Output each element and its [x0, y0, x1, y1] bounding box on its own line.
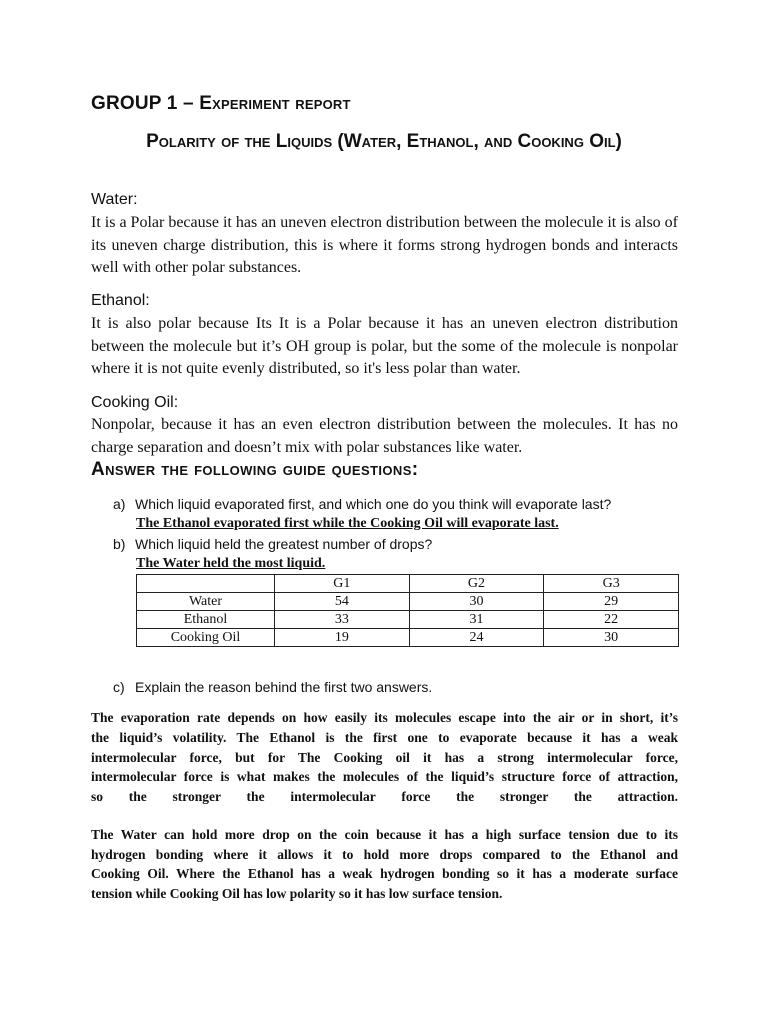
explanation-paragraph-1-line-5: so the stronger the intermolecular force the stronger the attraction.	[91, 789, 678, 804]
question-text: Which liquid evaporated first, and which one do you think will evaporate last?	[135, 496, 612, 512]
table-header-cell: G1	[275, 575, 410, 593]
section-label-cooking-oil: Cooking Oil:	[91, 394, 179, 411]
table-cell: 30	[544, 629, 679, 647]
table-row	[137, 629, 679, 647]
drops-table	[136, 574, 679, 647]
table-cell: 33	[275, 611, 410, 629]
section-text-water: It is a Polar because it has an uneven electron distribution between the molecule it is also of its uneven charge distribution, this is where it forms strong hydrogen bonds and interacts well with other polar substances.	[91, 214, 678, 276]
document-subtitle: Polarity of the Liquids (Water, Ethanol, and Cooking Oil)	[146, 131, 622, 152]
explanation-paragraph-1-line-1: The evaporation rate depends on how easily its molecules escape into the air or in short, it’s	[91, 710, 678, 725]
explanation-paragraph-2-line-2: hydrogen bonding where it allows it to hold more drops compared to the Ethanol and	[91, 847, 678, 862]
document-title: GROUP 1 – Experiment report	[91, 93, 351, 114]
table-header-cell: G2	[409, 575, 544, 593]
section-label-water: Water:	[91, 191, 138, 208]
explanation-paragraph-2-line-3: Cooking Oil. Where the Ethanol has a weak hydrogen bonding so it has a moderate surface	[91, 866, 678, 881]
table-cell: 54	[275, 593, 410, 611]
question-a	[113, 496, 611, 512]
table-row	[137, 611, 679, 629]
answer-b: The Water held the most liquid.	[136, 556, 326, 571]
table-header-row	[137, 575, 679, 593]
table-cell: Cooking Oil	[137, 629, 275, 647]
section-text-cooking-oil: Nonpolar, because it has an even electron distribution between the molecules. It has no charge separation and doesn’t mix with polar substances like water.	[91, 416, 678, 456]
question-letter: a)	[113, 496, 126, 512]
table-cell: 19	[275, 629, 410, 647]
explanation-paragraph-1-line-4: intermolecular force is what makes the molecules of the liquid’s structure force of attraction,	[91, 769, 678, 784]
table-header-cell	[137, 575, 275, 593]
explanation-paragraph-2-line-1: The Water can hold more drop on the coin because it has a high surface tension due to its	[91, 827, 678, 842]
table-cell: Water	[137, 593, 275, 611]
table-header-cell: G3	[544, 575, 679, 593]
table-cell: 30	[409, 593, 544, 611]
answer-a: The Ethanol evaporated first while the Cooking Oil will evaporate last.	[136, 516, 559, 531]
question-b	[113, 536, 432, 552]
table-row	[137, 593, 679, 611]
table-cell: Ethanol	[137, 611, 275, 629]
table-cell: 22	[544, 611, 679, 629]
guide-heading: Answer the following guide questions:	[91, 459, 419, 480]
explanation-paragraph-1-line-2: the liquid’s volatility. The Ethanol is the first one to evaporate because it has a weak	[91, 730, 678, 745]
explanation-paragraph-2-line-4: tension while Cooking Oil has low polarity so it has low surface tension.	[91, 886, 503, 901]
question-letter: b)	[113, 536, 126, 552]
section-label-ethanol: Ethanol:	[91, 292, 150, 309]
question-text: Which liquid held the greatest number of drops?	[135, 536, 433, 552]
table-cell: 29	[544, 593, 679, 611]
question-text: Explain the reason behind the first two answers.	[135, 679, 433, 695]
question-c	[113, 679, 432, 695]
section-text-ethanol: It is also polar because Its It is a Polar because it has an uneven electron distribution between the molecule but it’s OH group is polar, but the some of the molecule is nonpolar where it is not quite evenly distributed, so it's less polar than water.	[91, 315, 678, 377]
table-cell: 24	[409, 629, 544, 647]
table-cell: 31	[409, 611, 544, 629]
explanation-paragraph-1-line-3: intermolecular force, but for The Cooking oil it has a strong intermolecular force,	[91, 750, 678, 765]
question-letter: c)	[113, 679, 125, 695]
